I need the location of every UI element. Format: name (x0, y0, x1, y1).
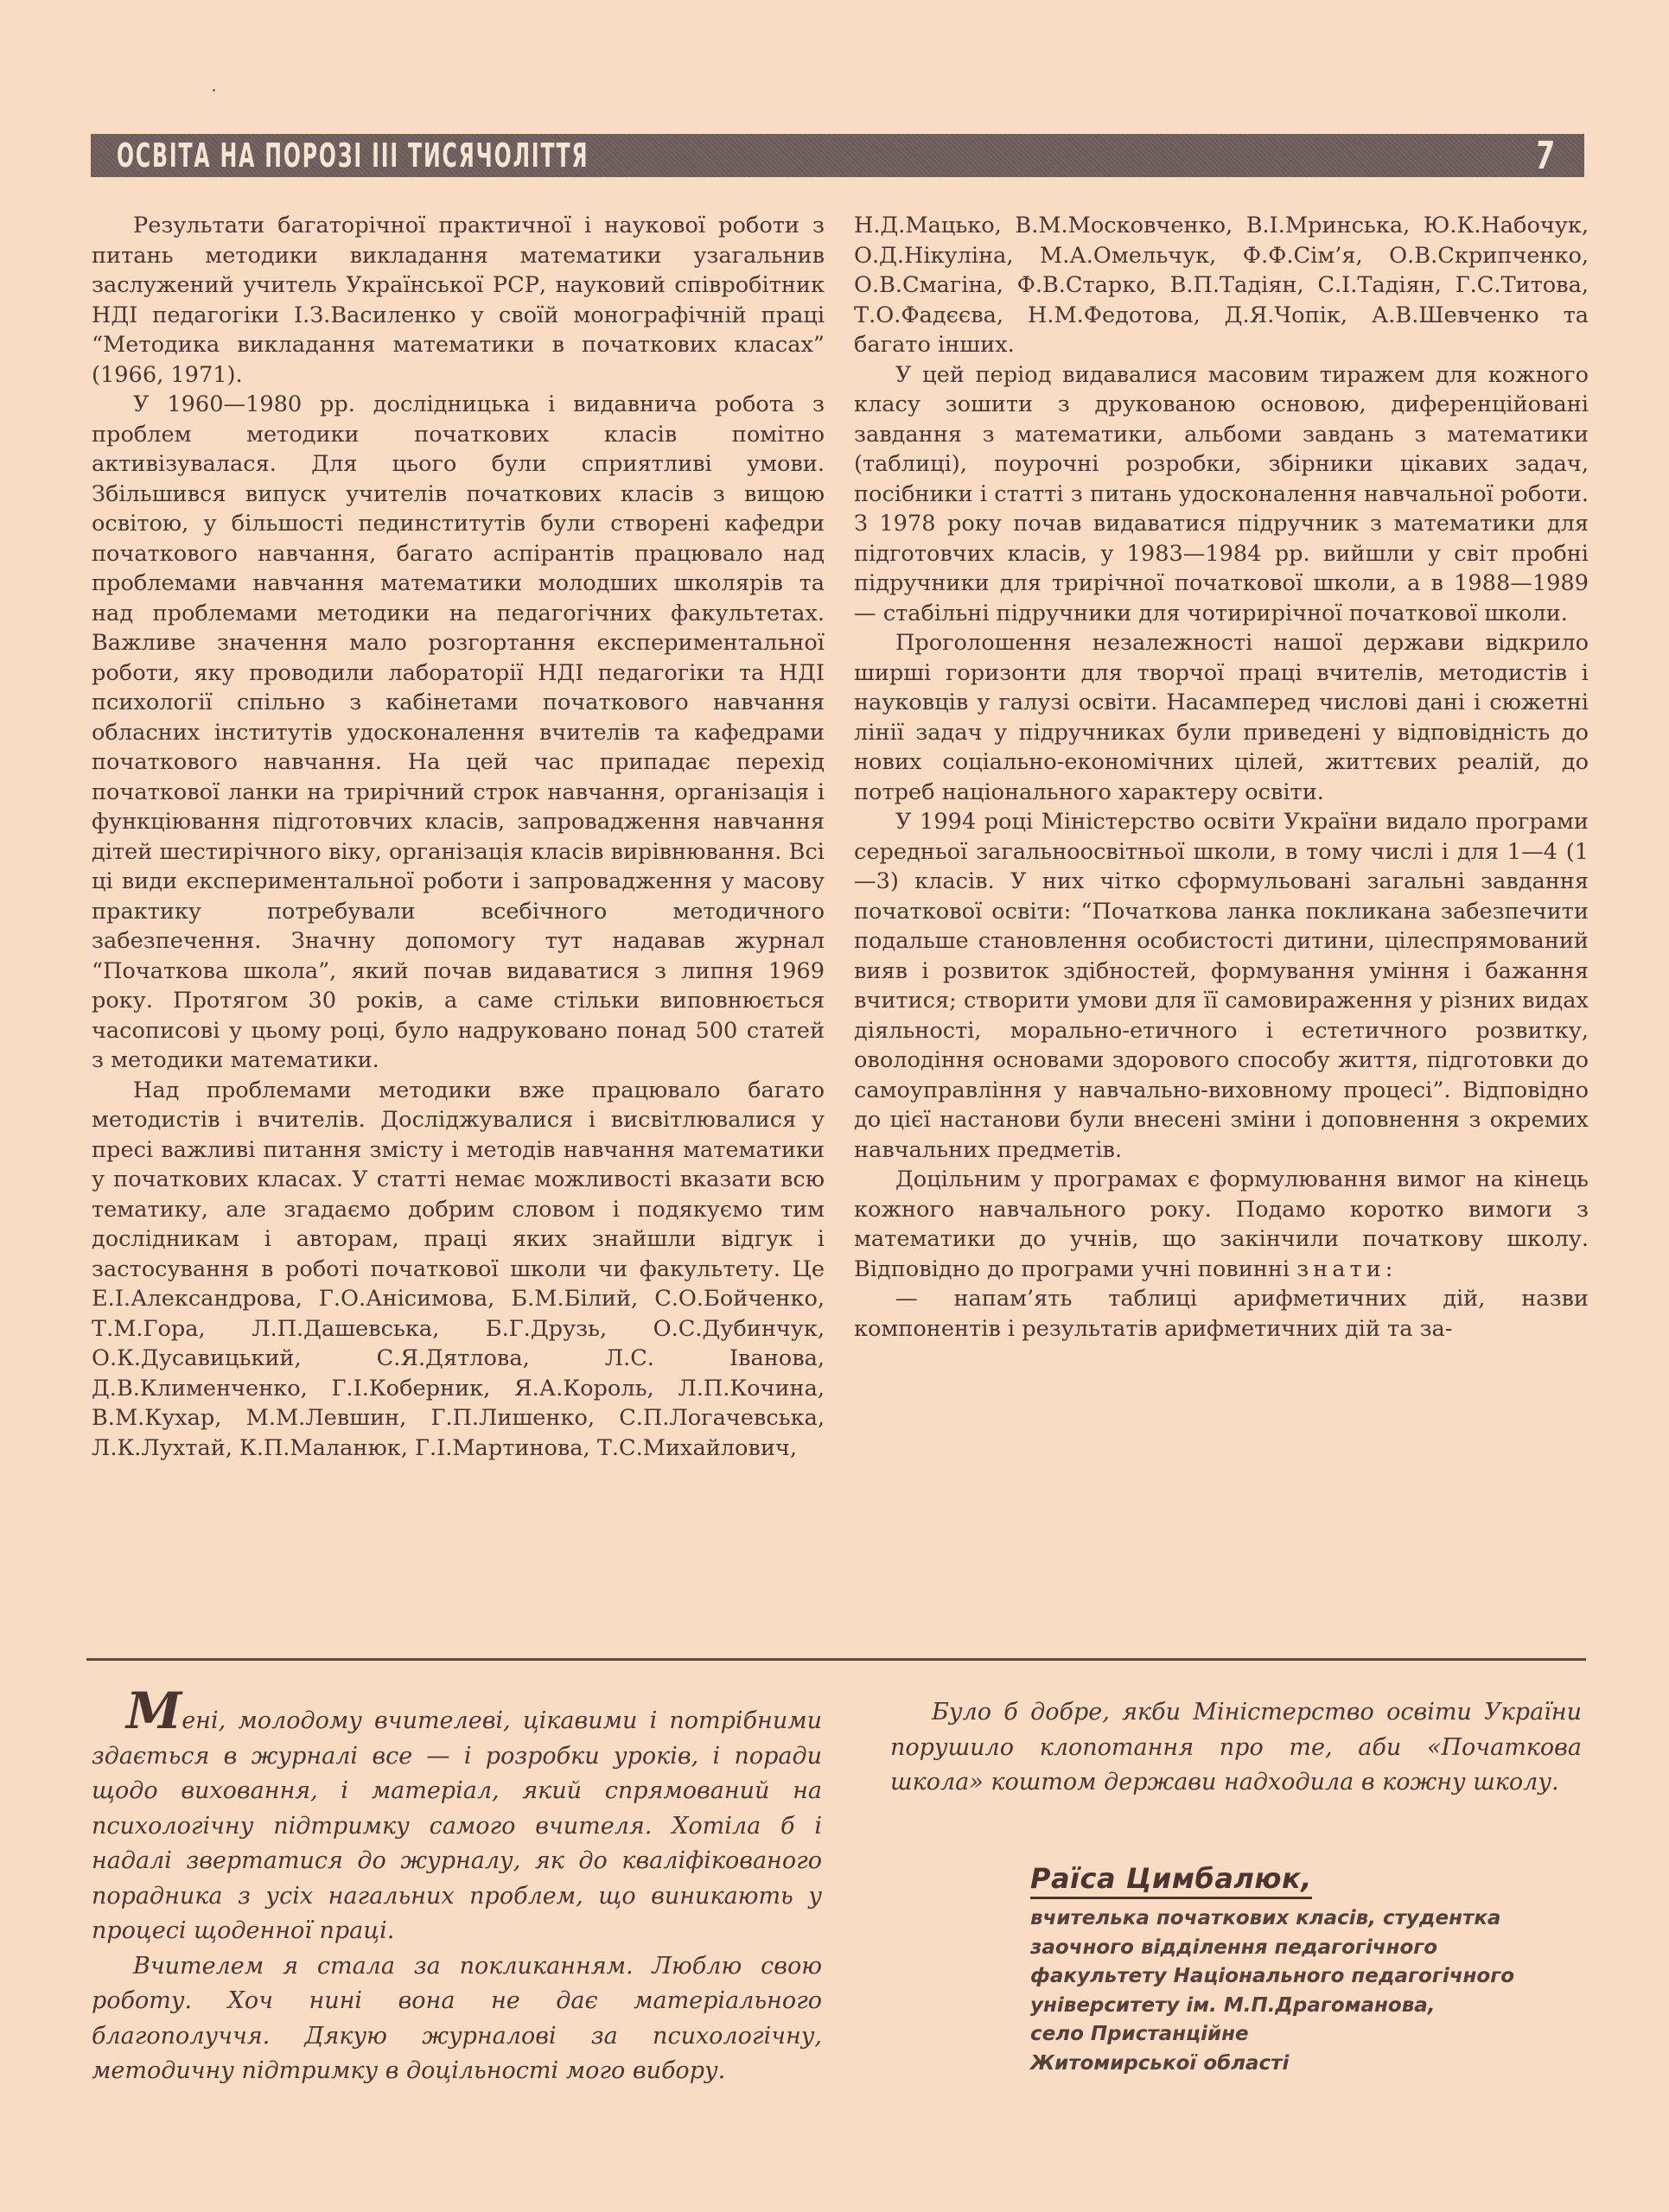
drop-cap: М (126, 1681, 182, 1740)
article-paragraph: Над проблемами методики вже працювало багато методистів і вчителів. Досліджувалися і висвітлювалися у пресі важливі питання змісту і методів навчання математики у початкових класах. У статті немає можливості вказати всю тематику, але згадаємо добрим словом і подякуємо тим дослідникам і авторам, праці яких знайшли відгук і застосування в роботі початкової школи чи факультету. Це Е.І.Александрова, Г.О.Анісимова, Б.М.Білий, С.О.Бойченко, Т.М.Гора, Л.П.Дашевська, Б.Г.Друзь, О.С.Дубинчук, О.К.Дусавицький, С.Я.Дятлова, Л.С. Іванова, Д.В.Клименченко, Г.І.Коберник, Я.А.Король, Л.П.Кочина, В.М.Кухар, М.М.Левшин, Г.П.Лишенко, С.П.Логачевська, Л.К.Лухтай, К.П.Маланюк, Г.І.Мартинова, Т.С.Михайлович, (92, 1077, 825, 1461)
article-paragraph: Н.Д.Мацько, В.М.Московченко, В.І.Мринська, Ю.К.Набочук, О.Д.Нікуліна, М.А.Омельчук, Ф.Ф.Сім’я, О.В.Скрипченко, О.В.Смагіна, Ф.В.Старко, В.П.Тадіян, С.І.Тадіян, Г.С.Титова, Т.О.Фадєєва, Н.М.Федотова, Д.Я.Чопік, А.В.Шевченко та багато інших. (854, 213, 1589, 358)
article-paragraph: У 1960—1980 рр. дослідницька і видавнича робота з проблем методики початкових класів помітно активізувалася. Для цього були сприятливі умови. Збільшився випуск учителів початкових класів з вищою освітою, у більшості пединститутів були створені кафедри початкового навчання, багато аспірантів працювало над проблемами навчання математики молодших школярів та над проблемами методики на педагогічних факультетах. Важливе значення мало розгортання експериментальної роботи, яку проводили лабораторії НДІ педагогіки та НДІ психології спільно з кабінетами початкового навчання обласних інститутів удосконалення вчителів та кафедрами початкового навчання. На цей час припадає перехід початкової ланки на трирічний строк навчання, організація і функціювання підготовчих класів, запровадження навчання дітей шестирічного віку, організація класів вирівнювання. Всі ці види експериментальної роботи і запровадження у масову практику потребували всебічного методичного забезпечення. Значну допомогу тут надавав журнал “Початкова школа”, який почав видаватися з липня 1969 року. Протягом 30 років, а саме стільки виповнюється часописові у цьому році, було надруковано понад 500 статей з методики математики. (92, 391, 825, 1073)
article-column-right (854, 211, 1589, 1344)
testimonial-paragraph: Вчителем я стала за покликанням. Люблю свою роботу. Хоч нині вона не дає матеріального благополуччя. Дякую журналові за психологічну, методичну підтримку в доцільності мого вибору. (92, 1952, 822, 2084)
print-speck (213, 89, 215, 92)
author-affiliation-line: вчителька початкових класів, студентка (1030, 1907, 1501, 1929)
testimonial-left (92, 1681, 822, 2089)
emphasized-word: знати (1296, 1255, 1386, 1282)
author-affiliation-line: факультету Національного педагогічного (1030, 1965, 1515, 1987)
article-paragraph: У цей період видавалися масовим тиражем для кожного класу зошити з друкованою основою, диференційовані завдання з математики, альбоми завдань з математики (таблиці), поурочні розробки, збірники цікавих задач, посібники і статті з питань удосконалення навчальної роботи. З 1978 року почав видаватися підручник з математики для підготовчих класів, у 1983—1984 рр. вийшли у світ пробні підручники для трирічної початкової школи, а в 1988—1989 — стабільні підручники для чотирирічної початкової школи. (854, 361, 1589, 626)
author-signature (1030, 1862, 1549, 2078)
testimonial-paragraph (92, 1681, 822, 1949)
author-affiliation-line: Житомирської області (1030, 2051, 1290, 2075)
author-name: Раїса Цимбалюк, (1030, 1862, 1312, 1899)
article-column-left (92, 211, 825, 1463)
paragraph-text: Доцільним у програмах є формулювання вимог на кінець кожного навчального року. Подамо коротко вимоги з математики до учнів, що закінчили початкову школу. Відповідно до програми учні повинні (854, 1166, 1589, 1282)
paragraph-text: ені, молодому вчителеві, цікавими і потрібними здається в журналі все — і розробки уроків, і поради щодо виховання, і матеріал, який спрямований на психологічну підтримку самого вчителя. Хотіла б і надалі звертатися до журналу, як до кваліфікованого порадника з усіх нагальних проблем, що виникають у процесі щоденної праці. (92, 1707, 822, 1944)
article-paragraph: — напам’ять таблиці арифметичних дій, назви компонентів і результатів арифметичних дій та за- (854, 1286, 1589, 1342)
article-paragraph: Проголошення незалежності нашої держави відкрило ширші горизонти для творчої праці вчителів, методистів і науковців у галузі освіти. Насамперед числові дані і сюжетні лінії задач у підручниках були приведені у відповідність до нових соціально-економічних цілей, життєвих реалій, до потреб національного характеру освіти. (854, 630, 1589, 805)
running-header (91, 134, 1584, 177)
author-affiliation-line: університету ім. М.П.Драгоманова, (1030, 1993, 1436, 2017)
article-paragraph: Результати багаторічної практичної і наукової роботи з питань методики викладання математики узагальнив заслужений учитель Української РСР, науковий співробітник НДІ педагогіки І.З.Василенко у своїй монографічній праці “Методика викладання математики в початкових класах” (1966, 1971). (92, 213, 825, 388)
testimonial-right (890, 1695, 1582, 1801)
testimonial-paragraph: Було б добре, якби Міністерство освіти України порушило клопотання про те, аби «Початкова школа» коштом держави надходила в кожну школу. (890, 1699, 1582, 1796)
article-paragraph: У 1994 році Міністерство освіти України видало програми середньої загальноосвітньої школи, в тому числі і для 1—4 (1—3) класів. У них чітко сформульовані загальні завдання початкової освіти: “Початкова ланка покликана забезпечити подальше становлення особистості дитини, цілеспрямований вияв і розвиток здібностей, формування уміння і бажання вчитися; створити умови для її самовираження у різних видах діяльності, морально-етичного і естетичного розвитку, оволодіння основами здорового способу життя, підготовки до самоуправління у навчально-виховному процесі”. Відповідно до цієї настанови були внесені зміни і доповнення з окремих навчальних предметів. (854, 809, 1589, 1163)
section-title: ОСВІТА НА ПОРОЗІ ІІІ ТИСЯЧОЛІТТЯ (117, 137, 589, 175)
section-divider (86, 1658, 1586, 1661)
author-affiliation-line: заочного відділення педагогічного (1030, 1936, 1438, 1959)
page-number: 7 (1534, 134, 1557, 178)
paragraph-text: : (1385, 1255, 1393, 1282)
article-paragraph (854, 1165, 1589, 1284)
author-affiliation-line: село Пристанційне (1030, 2023, 1249, 2045)
